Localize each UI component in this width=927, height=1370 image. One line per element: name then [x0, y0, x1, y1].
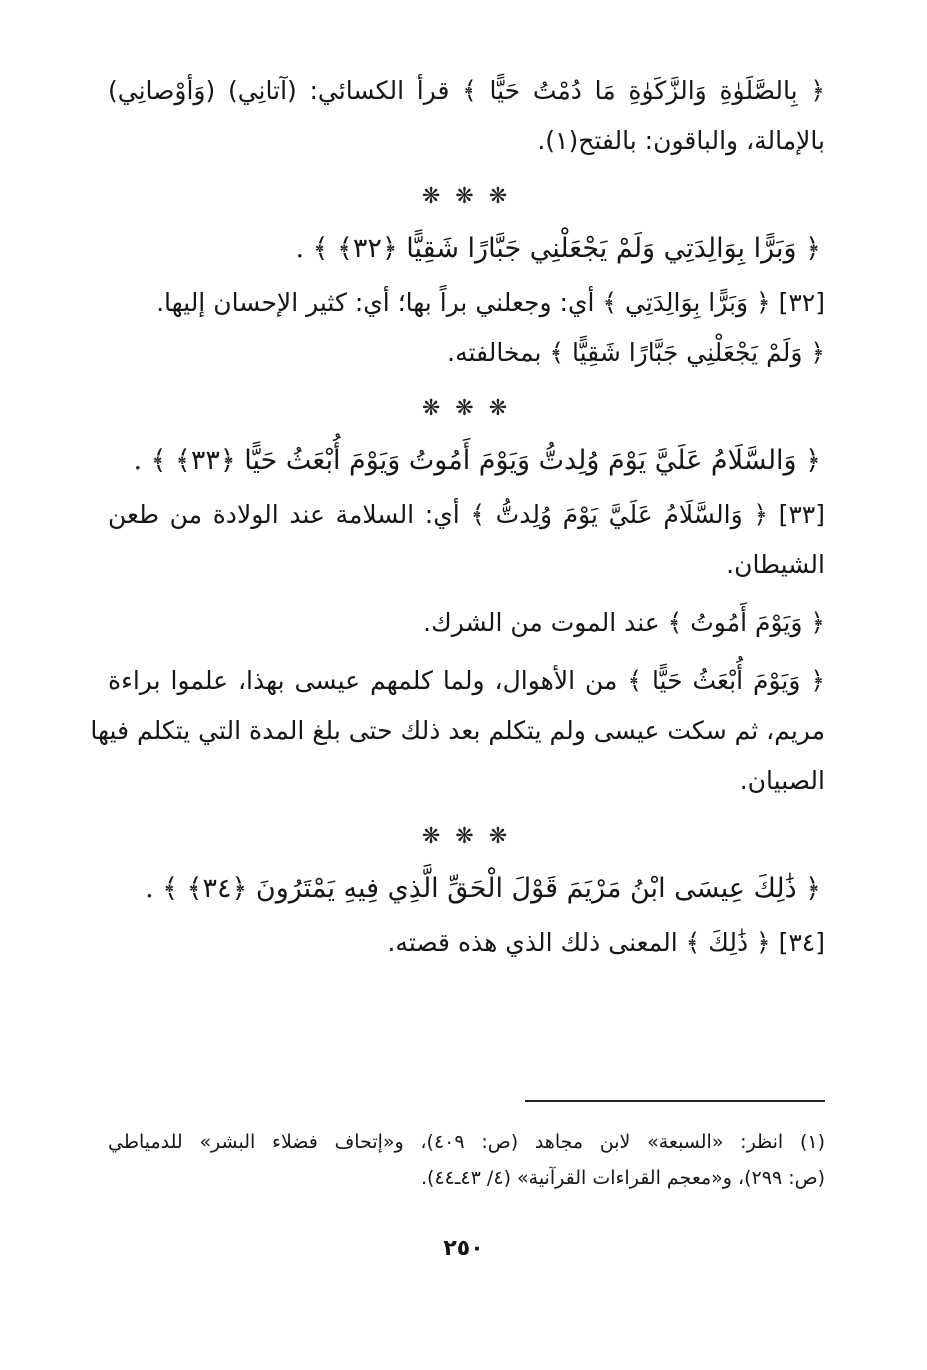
commentary-line: الشيطان.: [726, 550, 825, 579]
quran-verse-33: ﴿ وَالسَّلَامُ عَلَيَّ يَوْمَ وُلِدتُّ وَيَوْمَ أَمُوتُ وَيَوْمَ أُبْعَثُ حَيًّا ﴿٣٣﴾ ﴾ .: [133, 445, 821, 476]
text-line: ﴿ بِالصَّلَوٰةِ وَالزَّكَوٰةِ مَا دُمْتُ حَيًّا ﴾ قرأ الكسائي: (آتانِي) (وَأوْصانِي): [108, 76, 825, 105]
quran-verse-34: ﴿ ذَٰلِكَ عِيسَى ابْنُ مَرْيَمَ قَوْلَ الْحَقِّ الَّذِي فِيهِ يَمْتَرُونَ ﴿٣٤﴾ ﴾ .: [145, 873, 821, 904]
section-separator-stars: ❋ ❋ ❋: [421, 396, 512, 421]
footnotes: [108, 1124, 825, 1196]
page-body: [90, 66, 825, 968]
commentary-line: ﴿ وَيَوْمَ أُبْعَثُ حَيًّا ﴾ من الأهوال، ولما كلمهم عيسى بهذا، علموا براءة: [108, 666, 825, 695]
quran-verse-32: ﴿ وَبَرًّا بِوَالِدَتِي وَلَمْ يَجْعَلْنِي جَبَّارًا شَقِيًّا ﴿٣٢﴾ ﴾ .: [295, 233, 821, 264]
commentary-line: [٣٣] ﴿ وَالسَّلَامُ عَلَيَّ يَوْمَ وُلِدتُّ ﴾ أي: السلامة عند الولادة من طعن: [108, 500, 825, 529]
commentary-line: ﴿ وَلَمْ يَجْعَلْنِي جَبَّارًا شَقِيًّا ﴾ بمخالفته.: [447, 338, 825, 367]
commentary-line: [٣٢] ﴿ وَبَرًّا بِوَالِدَتِي ﴾ أي: وجعلني براً بها؛ أي: كثير الإحسان إليها.: [156, 288, 825, 317]
commentary-line: الصبيان.: [739, 766, 825, 795]
section-separator-stars: ❋ ❋ ❋: [421, 184, 512, 209]
page-number: ٢٥٠: [443, 1236, 484, 1261]
footnote-divider: [525, 1100, 825, 1102]
section-separator-stars: ❋ ❋ ❋: [421, 824, 512, 849]
footnote-line: (١) انظر: «السبعة» لابن مجاهد (ص: ٤٠٩)، و«إتحاف فضلاء البشر» للدمياطي: [108, 1131, 825, 1153]
commentary-line: مريم، ثم سكت عيسى ولم يتكلم بعد ذلك حتى بلغ المدة التي يتكلم فيها: [90, 716, 825, 745]
commentary-line: ﴿ وَيَوْمَ أَمُوتُ ﴾ عند الموت من الشرك.: [423, 608, 825, 637]
footnote-line: (ص: ٢٩٩)، و«معجم القراءات القرآنية» (٤/ ٤٣ـ٤٤).: [421, 1167, 825, 1189]
text-line: بالإمالة، والباقون: بالفتح(١).: [537, 126, 825, 155]
commentary-line: [٣٤] ﴿ ذَٰلِكَ ﴾ المعنى ذلك الذي هذه قصته.: [387, 928, 825, 957]
